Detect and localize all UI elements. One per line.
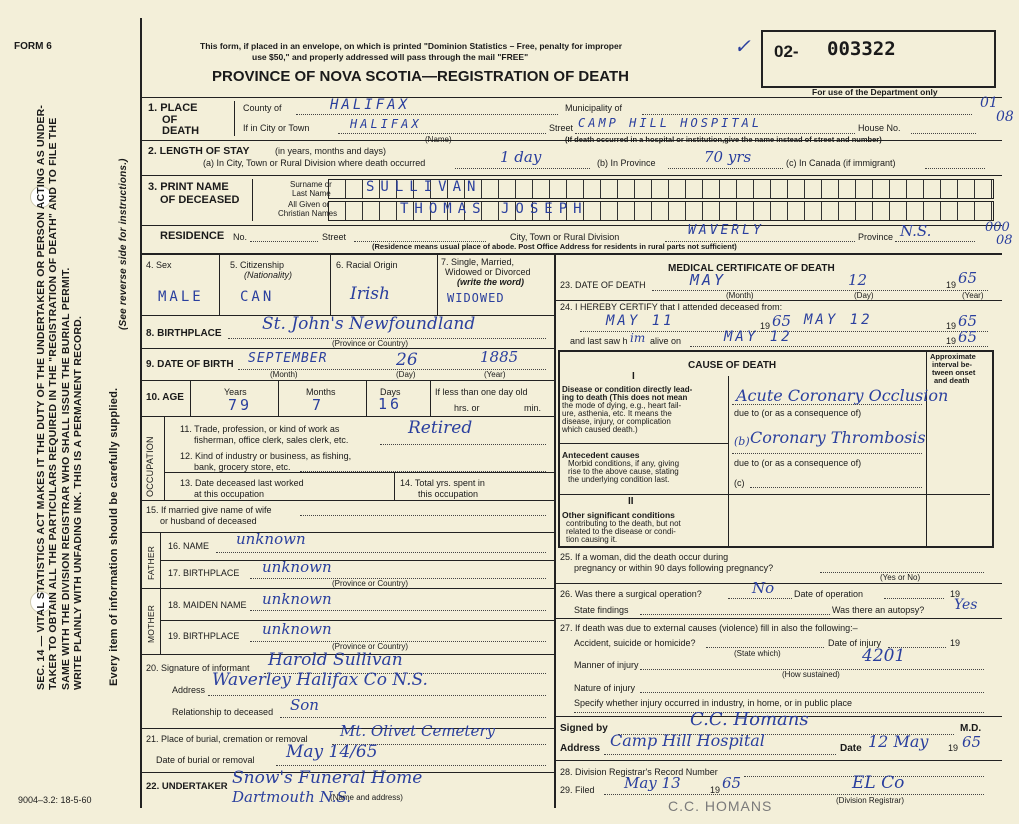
- municipality-label: Municipality of: [565, 103, 623, 113]
- cause-a-label: the mode of dying, e.g., heart fail-: [562, 401, 682, 410]
- margin-code: 08: [996, 109, 1014, 125]
- check-mark: ✓: [734, 34, 751, 58]
- name-address-hint: (Name and address): [330, 793, 403, 802]
- undertaker-address-value: Dartmouth N.S.: [232, 788, 351, 806]
- rule: [190, 380, 191, 416]
- day-hint: (Day): [854, 291, 874, 300]
- rule: [554, 300, 1002, 301]
- days-label: Days: [380, 387, 401, 397]
- name-hint: (Name): [425, 135, 452, 144]
- dob-day-value: 26: [396, 350, 418, 370]
- cause-b-value: Coronary Thrombosis: [750, 428, 926, 447]
- relationship-line: [280, 717, 546, 718]
- cause-c-label: (c): [734, 478, 745, 488]
- dob-year-value: 1885: [480, 348, 519, 366]
- alive-on-value: MAY 12: [724, 329, 793, 345]
- cause-a-value: Acute Coronary Occlusion: [736, 386, 949, 405]
- footer-code: 9004–3.2: 18-5-60: [18, 795, 92, 805]
- form-title: PROVINCE OF NOVA SCOTIA—REGISTRATION OF DEATH: [212, 68, 629, 85]
- filed-line: [604, 794, 984, 795]
- year-prefix: 19: [946, 336, 957, 346]
- year-hint: (Year): [484, 370, 506, 379]
- side-statute-line: SEC. 14 — VITAL STATISTICS ACT MAKES IT THE DUTY OF THE UNDERTAKER OR PERSON ACTING AS UNDER-: [35, 104, 47, 690]
- given-label: Christian Names: [278, 209, 338, 218]
- antecedent-label: Antecedent causes: [562, 450, 640, 460]
- mother-birthplace-label: 19. BIRTHPLACE: [168, 631, 240, 641]
- autopsy-value: Yes: [954, 597, 978, 613]
- age-months-value: 7: [312, 396, 325, 414]
- mother-birthplace-value: unknown: [262, 620, 332, 638]
- operation-date-label: Date of operation: [794, 589, 864, 599]
- rule: [554, 618, 1002, 619]
- relationship-value: Son: [290, 696, 319, 714]
- state-which-hint: (State which): [734, 649, 781, 658]
- bracket: [234, 101, 235, 136]
- stay-b-value: 70 yrs: [704, 148, 752, 166]
- prov-country-hint: (Province or Country): [332, 339, 409, 348]
- cause-a-label: which caused death.): [562, 425, 638, 434]
- margin-code: 08: [996, 233, 1013, 248]
- year-prefix: 19: [946, 280, 957, 290]
- father-name-line: [216, 552, 546, 553]
- date-of-death-label: 23. DATE OF DEATH: [560, 280, 646, 290]
- undertaker-label: 22. UNDERTAKER: [146, 781, 228, 792]
- residence-province-value: N.S.: [900, 222, 932, 240]
- occ12-label: bank, grocery store, etc.: [194, 462, 291, 472]
- rule: [140, 175, 1002, 176]
- rule: [558, 494, 990, 495]
- dob-label: 9. DATE OF BIRTH: [146, 359, 234, 370]
- nature-line: [640, 692, 984, 693]
- rule: [330, 253, 331, 315]
- due-to-label: due to (or as a consequence of): [734, 408, 862, 418]
- res-no-line: [250, 241, 318, 242]
- stay-b-label: (b) In Province: [597, 158, 656, 168]
- street-label: Street: [549, 123, 574, 133]
- hospital-note: (If death occurred in a hospital or institution,give the name instead of street and number): [565, 135, 882, 144]
- medical-title: MEDICAL CERTIFICATE OF DEATH: [668, 263, 835, 274]
- physician-address-value: Camp Hill Hospital: [610, 731, 765, 750]
- center-divider: [554, 253, 556, 808]
- county-value: HALIFAX: [330, 97, 411, 113]
- occ14-label: 14. Total yrs. spent in: [400, 478, 485, 488]
- marital-label: 7. Single, Married,: [441, 257, 515, 267]
- wife-line: [300, 515, 546, 516]
- year-prefix: 19: [948, 743, 959, 753]
- informant-signature: Harold Sullivan: [268, 650, 403, 670]
- side-note-text: Every item of information should be carefully supplied.: [108, 387, 120, 686]
- attend-to-year: 65: [958, 312, 978, 330]
- father-side-label: FATHER: [146, 545, 156, 580]
- rule: [140, 380, 554, 381]
- side-statute-line: WRITE PLAINLY WITH UNFADING INK. THIS IS A PERMANENT RECORD.: [72, 315, 85, 690]
- place-label: OF: [162, 114, 178, 126]
- year-prefix: 19: [760, 321, 771, 331]
- margin-code: 000: [985, 220, 1010, 235]
- findings-label: State findings: [574, 605, 629, 615]
- operation-date-line: [884, 598, 944, 599]
- record-number-label: 28. Division Registrar's Record Number: [560, 767, 718, 777]
- year-prefix: 19: [950, 589, 961, 599]
- marital-label: Widowed or Divorced: [445, 267, 531, 277]
- marital-value: WIDOWED: [447, 291, 505, 305]
- rule: [554, 760, 1002, 761]
- year-hint: (Year): [962, 291, 984, 300]
- findings-line: [640, 614, 830, 615]
- print-name-label: OF DECEASED: [160, 194, 240, 206]
- sign-date-value: 12 May: [868, 732, 929, 751]
- accident-label: Accident, suicide or homicide?: [574, 638, 696, 648]
- alive-line: [690, 346, 988, 347]
- sex-label: 4. Sex: [146, 260, 172, 270]
- side-statute-line: SAME WITH THE DIVISION REGISTRAR WHO SHALL ISSUE THE BURIAL PERMIT.: [59, 267, 72, 690]
- residence-city-label: City, Town or Rural Division: [510, 232, 620, 242]
- registration-number: 003322: [827, 38, 896, 60]
- informant-address-value: Waverley Halifax Co N.S.: [212, 670, 428, 690]
- autopsy-label: Was there an autopsy?: [832, 605, 925, 615]
- other-conditions-label: Other significant conditions: [562, 510, 675, 520]
- occ13-label: 13. Date deceased last worked: [180, 478, 304, 488]
- form-number: FORM 6: [14, 41, 52, 52]
- racial-value: Irish: [350, 284, 390, 304]
- approx-label: interval be-: [932, 360, 973, 369]
- rule: [437, 253, 438, 315]
- rule: [140, 500, 554, 501]
- death-date-line: [652, 290, 988, 291]
- stay-a-value: 1 day: [500, 148, 542, 166]
- filed-value: May 13: [624, 774, 681, 792]
- father-birthplace-value: unknown: [262, 558, 332, 576]
- rule: [160, 588, 161, 654]
- injury-date-label: Date of injury: [828, 638, 882, 648]
- stay-hint: (in years, months and days): [275, 146, 387, 156]
- months-label: Months: [306, 387, 336, 397]
- side-note: [108, 388, 121, 686]
- rule: [140, 588, 554, 589]
- birthplace-label: 8. BIRTHPLACE: [146, 328, 222, 339]
- place-label: 1. PLACE: [148, 102, 198, 114]
- death-month-value: MAY: [690, 271, 727, 289]
- physician-address-line: [604, 754, 836, 755]
- other-conditions-label: contributing to the death, but not: [566, 519, 681, 528]
- birthplace-value: St. John's Newfoundland: [262, 314, 476, 334]
- rule: [140, 416, 554, 417]
- hrs-label: hrs. or: [454, 403, 480, 413]
- cause-a-label: ure, asthenia, etc. It means the: [562, 409, 672, 418]
- year-prefix: 19: [946, 321, 957, 331]
- nature-label: Nature of injury: [574, 683, 636, 693]
- stay-a-label: (a) In City, Town or Rural Division where death occurred: [203, 158, 426, 168]
- last-saw-value: im: [630, 331, 646, 345]
- municipality-line: [642, 114, 972, 115]
- left-border: [140, 18, 142, 808]
- other-conditions-label: related to the disease or condi-: [566, 527, 676, 536]
- rule: [160, 620, 554, 621]
- year-prefix: 19: [950, 638, 961, 648]
- given-value: THOMAS JOSEPH: [400, 201, 588, 217]
- alive-year: 65: [958, 328, 978, 346]
- rule: [140, 97, 1002, 98]
- manner-label: Manner of injury: [574, 660, 639, 670]
- undertaker-value: Snow's Funeral Home: [232, 768, 423, 788]
- specify-label: Specify whether injury occurred in industry, in home, or in public place: [574, 698, 852, 708]
- age-days-value: 16: [378, 395, 403, 413]
- month-hint: (Month): [270, 370, 298, 379]
- less-day-label: If less than one day old: [435, 387, 528, 397]
- surname-value: SULLIVAN: [366, 179, 482, 195]
- last-saw-label: and last saw h: [570, 336, 628, 346]
- mother-maiden-line: [250, 610, 546, 611]
- min-label: min.: [524, 403, 542, 413]
- informant-label: 20. Signature of informant: [146, 663, 250, 673]
- rule: [554, 583, 1002, 584]
- occ11-label: fisherman, office clerk, sales clerk, etc.: [194, 435, 349, 445]
- alive-on-label: alive on: [650, 336, 682, 346]
- margin-code: 01: [980, 95, 998, 111]
- city-town-label: If in City or Town: [243, 123, 310, 133]
- cause-a-label: ing to death (This does not mean: [562, 393, 688, 402]
- signed-by-label: Signed by: [560, 723, 608, 734]
- dob-month-value: SEPTEMBER: [248, 351, 328, 366]
- occ-line: [380, 444, 546, 445]
- month-hint: (Month): [726, 291, 754, 300]
- external-causes-label: 27. If death was due to external causes (violence) fill in also the following:–: [560, 623, 858, 633]
- rule: [558, 443, 728, 444]
- burial-place-value: Mt. Olivet Cemetery: [340, 722, 495, 740]
- day-hint: (Day): [396, 370, 416, 379]
- house-no-label: House No.: [858, 123, 901, 133]
- death-day-value: 12: [848, 271, 868, 289]
- antecedent-label: rise to the above cause, stating: [568, 467, 679, 476]
- years-label: Years: [224, 387, 247, 397]
- burial-date-value: May 14/65: [286, 742, 378, 762]
- prov-country-hint: (Province or Country): [332, 579, 409, 588]
- approx-label: tween onset: [932, 368, 976, 377]
- stay-c-line: [925, 168, 985, 169]
- stay-c-label: (c) In Canada (if immigrant): [786, 158, 896, 168]
- antecedent-label: Morbid conditions, if any, giving: [568, 459, 680, 468]
- envelope-note: This form, if placed in an envelope, on which is printed "Dominion Statistics – Free, penalty for improper: [200, 41, 623, 51]
- occupation-value: Retired: [408, 418, 473, 438]
- father-name-value: unknown: [236, 530, 306, 548]
- year-prefix: 19: [710, 785, 721, 795]
- racial-label: 6. Racial Origin: [336, 260, 398, 270]
- operation-value: No: [752, 579, 775, 597]
- occupation-side-label: OCCUPATION: [145, 436, 155, 497]
- accident-line: [706, 647, 824, 648]
- print-name-label: 3. PRINT NAME: [148, 181, 229, 193]
- sign-date-label: Date: [840, 743, 862, 754]
- cause-a-label: disease, injury, or complication: [562, 417, 671, 426]
- hospital-value: CAMP HILL HOSPITAL: [578, 116, 763, 130]
- rule: [160, 560, 554, 561]
- pregnancy-label: 25. If a woman, did the death occur during: [560, 552, 729, 562]
- rule: [140, 532, 554, 533]
- residence-note: (Residence means usual place of abode. Post Office Address for residents in rural parts not sufficient): [372, 242, 737, 251]
- relationship-label: Relationship to deceased: [172, 707, 274, 717]
- rule: [164, 472, 554, 473]
- mother-maiden-label: 18. MAIDEN NAME: [168, 600, 247, 610]
- antecedent-label: the underlying condition last.: [568, 475, 670, 484]
- side-reverse-note: [118, 158, 130, 330]
- division-registrar-hint: (Division Registrar): [836, 796, 905, 805]
- filed-year-value: 65: [722, 774, 742, 792]
- attend-to-value: MAY 12: [804, 312, 873, 328]
- rule: [728, 376, 729, 546]
- res-province-line: [895, 241, 975, 242]
- residence-no-label: No.: [233, 232, 248, 242]
- citizenship-value: CAN: [240, 289, 275, 305]
- prov-country-hint: (Province or Country): [332, 642, 409, 651]
- attend-from-year: 65: [772, 312, 792, 330]
- department-use: For use of the Department only: [812, 87, 938, 97]
- cause-b-label: (b): [734, 435, 750, 448]
- wife-label: or husband of deceased: [160, 516, 257, 526]
- county-label: County of: [243, 103, 282, 113]
- residence-city-value: WAVERLY: [688, 223, 764, 238]
- sign-year-value: 65: [962, 733, 982, 751]
- approx-label: Approximate: [930, 352, 976, 361]
- informant-addr-line: [208, 695, 546, 696]
- due-to-label: due to (or as a consequence of): [734, 458, 862, 468]
- certify-label: 24. I HEREBY CERTIFY that I attended deceased from:: [560, 302, 783, 312]
- death-year-value: 65: [958, 269, 978, 287]
- occ11-label: 11. Trade, profession, or kind of work as: [180, 424, 340, 434]
- envelope-note: use $50," and properly addressed will pass through the mail "FREE": [252, 52, 529, 62]
- physician-address-label: Address: [560, 743, 601, 754]
- city-value: HALIFAX: [350, 117, 422, 131]
- side-reverse-text: (See reverse side for instructions.): [118, 158, 129, 330]
- mother-maiden-value: unknown: [262, 590, 332, 608]
- cause-a-line: [732, 404, 922, 405]
- surname-label: Surname or: [290, 180, 332, 189]
- registrar-stamp: C.C. HOMANS: [668, 798, 773, 814]
- roman-numeral: I: [632, 371, 635, 382]
- sex-value: MALE: [158, 289, 204, 305]
- how-hint: (How sustained): [782, 670, 840, 679]
- rule: [926, 352, 927, 546]
- county-line: [296, 114, 558, 115]
- stay-a-line: [455, 168, 590, 169]
- stay-b-line: [668, 168, 783, 169]
- burial-label: 21. Place of burial, cremation or removal: [146, 734, 308, 744]
- surname-label: Last Name: [292, 189, 331, 198]
- roman-numeral: II: [628, 496, 634, 507]
- rule: [219, 253, 220, 315]
- physician-signature: C.C. Homans: [690, 709, 809, 730]
- record-number-value: 4201: [862, 646, 906, 666]
- cause-title: CAUSE OF DEATH: [688, 360, 777, 371]
- yes-no-hint: (Yes or No): [880, 573, 921, 582]
- filed-initials: EL Co: [852, 773, 905, 793]
- burial-date-line: [276, 765, 546, 766]
- registration-prefix: 02-: [774, 42, 799, 61]
- age-years-value: 79: [228, 396, 253, 414]
- citizenship-label: (Nationality): [244, 270, 293, 280]
- other-conditions-label: tion causing it.: [566, 535, 618, 544]
- side-instructions: [35, 105, 85, 690]
- side-statute-line: TAKER TO OBTAIN ALL THE PARTICULARS REQUIRED IN THE "REGISTRATION OF DEATH" AND TO FILE THE: [47, 117, 60, 690]
- bracket: [252, 179, 253, 221]
- father-name-label: 16. NAME: [168, 541, 210, 551]
- place-label: DEATH: [162, 125, 200, 137]
- occ13-label: at this occupation: [194, 489, 265, 499]
- residence-label: RESIDENCE: [160, 230, 225, 242]
- house-line: [911, 133, 976, 134]
- approx-label: and death: [934, 376, 970, 385]
- city-line: [338, 133, 546, 134]
- marital-label: (write the word): [457, 277, 524, 287]
- age-label: 10. AGE: [146, 392, 184, 403]
- rule: [278, 380, 279, 416]
- operation-label: 26. Was there a surgical operation?: [560, 589, 702, 599]
- operation-line: [728, 598, 792, 599]
- given-label: All Given or: [288, 200, 330, 209]
- citizenship-label: 5. Citizenship: [230, 260, 285, 270]
- residence-province-label: Province: [858, 232, 894, 242]
- wife-label: 15. If married give name of wife: [146, 505, 272, 515]
- stay-label: 2. LENGTH OF STAY: [148, 145, 250, 157]
- cause-a-label: Disease or condition directly lead-: [562, 385, 693, 394]
- filed-label: 29. Filed: [560, 785, 595, 795]
- rule: [164, 416, 165, 500]
- cause-b-line: [732, 453, 922, 454]
- rule: [394, 472, 395, 500]
- burial-date-label: Date of burial or removal: [156, 755, 255, 765]
- rule: [366, 380, 367, 416]
- father-birthplace-label: 17. BIRTHPLACE: [168, 568, 240, 578]
- informant-address-label: Address: [172, 685, 206, 695]
- residence-street-label: Street: [322, 232, 347, 242]
- occ14-label: this occupation: [418, 489, 479, 499]
- rule: [140, 225, 1002, 226]
- occ12-label: 12. Kind of industry or business, as fishing,: [180, 451, 352, 461]
- cause-c-line: [750, 487, 922, 488]
- rule: [140, 253, 1002, 255]
- md-label: M.D.: [960, 723, 982, 734]
- street-line: [575, 133, 855, 134]
- attend-from-value: MAY 11: [606, 313, 675, 329]
- rule: [430, 380, 431, 416]
- mother-side-label: MOTHER: [146, 604, 156, 643]
- pregnancy-label: pregnancy or within 90 days following pregnancy?: [574, 563, 774, 573]
